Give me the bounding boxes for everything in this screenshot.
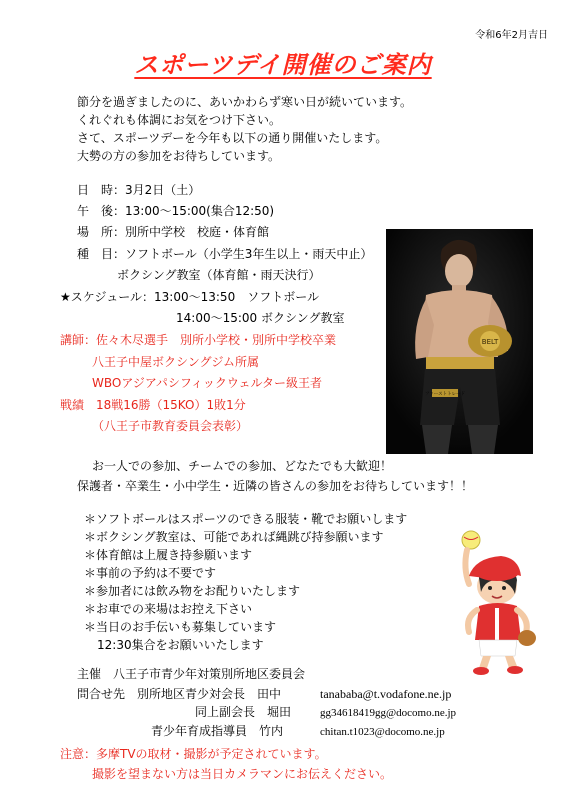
document-date: 令和6年2月吉日 [475, 30, 548, 41]
note-item: ＊お車での来場はお控え下さい [84, 602, 253, 616]
page-title: スポーツデイ開催のご案内 [134, 51, 432, 79]
softball-girl-illustration [425, 528, 547, 678]
award-line: （八王子市教育委員会表彰） [92, 419, 249, 433]
contact-email: tanababa@t.vodafone.ne.jp [320, 687, 452, 701]
caution-line: 注意：多摩TVの取材・撮影が予定されています。 [60, 747, 327, 761]
instructor-line: 講師：佐々木尽選手 別所小学校・別所中学校卒業 [60, 333, 337, 347]
schedule-line: ★スケジュール：13:00～13:50 ソフトボール [60, 290, 319, 304]
note-item: ＊事前の予約は不要です [84, 566, 217, 580]
place-line: 場 所：別所中学校 校庭・体育館 [77, 225, 270, 239]
event-line: 種 目：ソフトボール（小学生3年生以上・雨天中止） [77, 247, 373, 261]
date-line: 日 時：3月2日（土） [77, 183, 201, 197]
contact-email: gg34618419gg@docomo.ne.jp [320, 707, 457, 719]
boxer-photo [386, 229, 533, 454]
caution-line: 撮影を望まない方は当日カメラマンにお伝えください。 [92, 767, 393, 781]
intro-line: くれぐれも体調にお気をつけ下さい。 [77, 113, 282, 127]
boxer-figure [386, 229, 533, 454]
trunks-label: ファーストトレード [424, 392, 466, 397]
record-line: 戦績 18戦16勝（15KO）1敗1分 [60, 398, 246, 412]
instructor-line: WBOアジアパシフィックウェルター級王者 [92, 376, 322, 390]
contact-line: 青少年育成指導員 竹内 [151, 724, 284, 738]
host-line: 主催 八王子市青少年対策別所地区委員会 [77, 667, 306, 681]
welcome-line: 保護者・卒業生・小中学生・近隣の皆さんの参加をお待ちしています！！ [77, 479, 474, 493]
note-item: ＊ソフトボールはスポーツのできる服装・靴でお願いします [84, 512, 408, 526]
contact-email: chitan.t1023@docomo.ne.jp [320, 726, 445, 738]
welcome-line: お一人での参加、チームでの参加、どなたでも大歓迎！ [92, 459, 393, 473]
note-item: ＊ボクシング教室は、可能であれば縄跳び持参願います [84, 530, 384, 544]
note-item: ＊体育館は上履き持参願います [84, 548, 253, 562]
instructor-line: 八王子中屋ボクシングジム所属 [92, 355, 259, 369]
contact-line: 同上副会長 堀田 [195, 705, 292, 719]
intro-line: 大勢の方の参加をお待ちしています。 [77, 149, 281, 163]
belt-label: BELT [481, 338, 499, 346]
note-item: ＊参加者には飲み物をお配りいたします [84, 584, 301, 598]
note-item: 12:30集合をお願いいたします [97, 638, 264, 652]
intro-line: 節分を過ぎましたのに、あいかわらず寒い日が続いています。 [77, 95, 413, 109]
intro-line: さて、スポーツデーを今年も以下の通り開催いたします。 [77, 131, 388, 145]
schedule-line: 14:00～15:00 ボクシング教室 [176, 311, 345, 325]
time-line: 午 後：13:00～15:00(集合12:50) [77, 204, 275, 218]
event-line: ボクシング教室（体育館・雨天決行） [117, 268, 321, 282]
contact-line: 問合せ先 別所地区青少対会長 田中 [77, 687, 282, 701]
note-item: ＊当日のお手伝いも募集しています [84, 620, 277, 634]
